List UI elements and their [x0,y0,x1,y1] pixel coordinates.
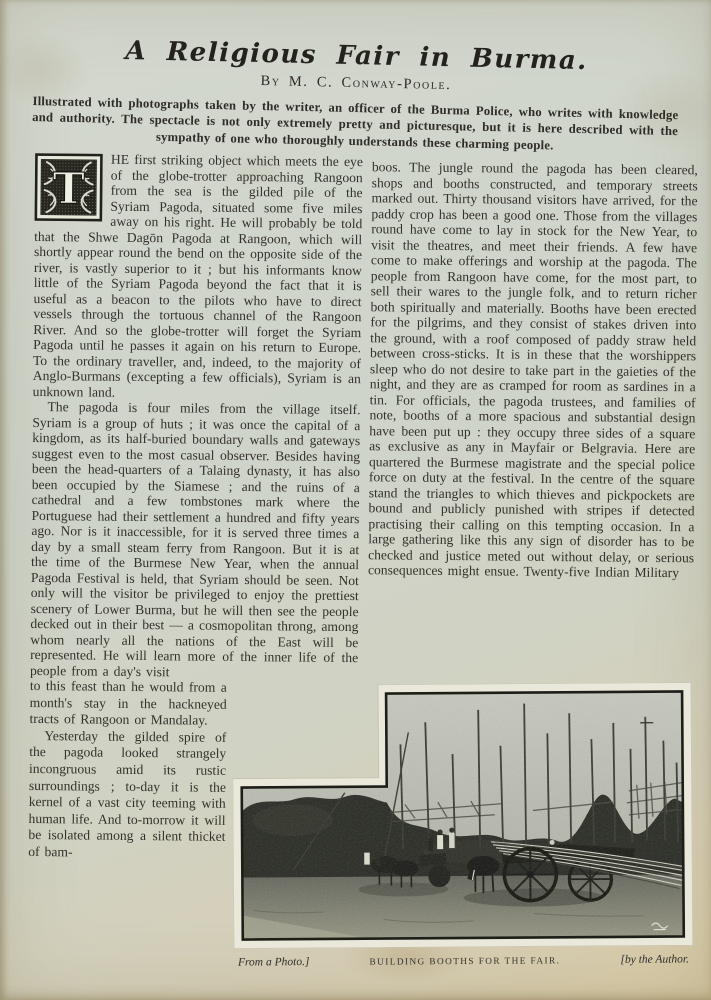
article-deck: Illustrated with photographs taken by the writer, an officer of the Burma Police, who writes with knowledge and authority. The spectacle is not only extremely pretty and picturesque, but it is here described with the sympathy of one who thoroughly understands these charming people. [32,94,679,152]
drop-cap [34,153,103,222]
paragraph-yesterday: Yesterday the gilded spire of the pagoda looked strangely incongruous amid its rustic surroundings ; to-day it is the kernel of a vast city teeming with human life. And to-morrow it will be isolated among a silent thicket of bam- [28,727,227,860]
photo-caption-title: BUILDING BOOTHS FOR THE FAIR. [369,956,561,968]
photo-credit-right: [by the Author. [620,953,689,966]
photo-caption-row [234,953,693,968]
photo-scene [241,691,684,939]
drop-cap-ornament [34,153,103,222]
paragraph-jungle: boos. The jungle round the pagoda has been cleared, shops and booths constructed, and temporary streets marked out. Thirty thousand visitors have arrived, for the paddy crop has been a good one. Those from the villages round have come to lay in stock for the New Year, to visit the theatres, and meet their friends. A few have come to make offerings and worship at the pagoda. The people from Rangoon have come, for the most part, to sell their wares to the jungle folk, and to return richer both spiritually and materially. Booths have been erected for the pilgrims, and they consist of stakes driven into the ground, with a roof composed of paddy straw held between cross-sticks. It is in these that the worshippers sleep who do not desire to take part in the gaieties of the night, and they are as cramped for room as sardines in a tin. For officials, the pagoda trustees, and families of note, booths of a more spacious and substantial design have been put up : they occupy three sides of a square as exclusive as any in Mayfair or Belgravia. Here are quartered the Burmese magistrate and the special police force on duty at the festival. In the centre of the square stand the triangles to which thieves and pickpockets are bound and publicly punished with stripes if detected practising their calling on this tempting occasion. In a large gathering like this any sign of disorder has to be checked and justice meted out without delay, or serious consequences might ensue. Twenty-five Indian Military [367,159,698,581]
paragraph-feast-continuation: to this feast than he would from a month's stay in the hackneyed tracts of Rangoon or Mandalay. [29,677,227,728]
opening-paragraph-text: HE first striking object which meets the eye of the globe-trotter approaching Rangoon from the sea is the gilded pile of the Syriam Pagoda, situated some five miles away on his right. He will probably be told that the Shwe Dagōn Pagoda at Rangoon, which will shortly appear round the bend on the opposite side of the river, is vastly superior to it ; but his informants know little of the Syriam Pagoda beyond the fact that it is useful as a beacon to the pilots who have to direct vessels through the tortuous channel of the Rangoon River. And so the globe-trotter will forget the Syriam Pagoda until he passes it again on his return to Europe. To the ordinary traveller, and, indeed, to the majority of Anglo-Burmans (excepting a few officials), Syriam is an unknown land. [32,151,363,400]
article-title: A Religious Fair in Burma. [125,36,589,77]
article-byline: By M. C. Conway-Poole. [260,72,452,94]
photo-credit-left: From a Photo.] [237,956,310,969]
paragraph-pagoda: The pagoda is four miles from the village itself. Syriam is a group of huts ; it was once the capital of a kingdom, as its half-buried boundary walls and gateways suggest even to the most casual observer. Besides having been the head-quarters of a Talaing dynasty, it has also been occupied by the Siamese ; and the ruins of a cathedral and a few tombstones mark where the Portuguese had their settlement a hundred and fifty years ago. Nor is it inaccessible, for it is served three times a day by a small steam ferry from Rangoon. But it is at the time of the Burmese New Year, when the annual Pagoda Festival is held, that Syriam should be seen. Not only will the visitor be privileged to enjoy the prettiest scenery of Lower Burma, but he will then see the people decked out in their best — a cosmopolitan throng, among whom nearly all the nations of the East will be represented. He will learn more of the inner life of the people from a day's visit [29,399,361,679]
drop-cap-letter: T [52,164,85,215]
right-column [368,159,698,581]
photo-block [232,682,693,968]
opening-paragraph [33,151,363,402]
article-header [30,34,682,156]
photo-building-booths [232,682,693,948]
left-column-narrow [28,678,227,862]
